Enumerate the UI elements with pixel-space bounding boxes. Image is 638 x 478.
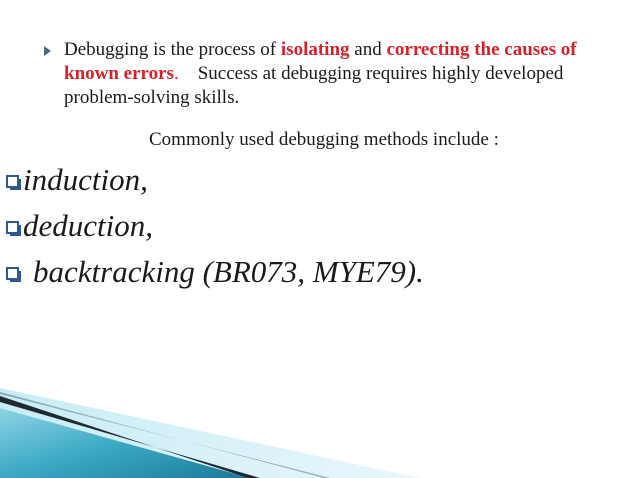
bullet-paragraph (44, 38, 604, 110)
method-item-deduction (6, 208, 153, 244)
method-label: deduction, (23, 208, 153, 243)
method-item-induction (6, 162, 148, 198)
text-segment: and (349, 39, 387, 60)
checkbox-icon (6, 267, 19, 280)
highlight-correcting: correcting the causes of known errors (64, 39, 577, 84)
text-segment: Debugging is the process of (64, 39, 281, 60)
decorative-corner-graphic (0, 388, 638, 478)
bullet-triangle-icon (44, 46, 51, 56)
methods-intro: Commonly used debugging methods include : (149, 129, 499, 150)
highlight-isolating: isolating (280, 39, 350, 60)
checkbox-icon (6, 221, 19, 234)
method-item-backtracking (6, 254, 424, 290)
text-segment: . (173, 63, 179, 84)
text-segment: Success at debugging requires highly developed problem-solving skills. (64, 63, 569, 108)
method-label: backtracking (BR073, MYE79). (33, 254, 424, 289)
bullet-text (64, 38, 604, 110)
checkbox-icon (6, 175, 19, 188)
method-label: induction, (23, 162, 148, 197)
